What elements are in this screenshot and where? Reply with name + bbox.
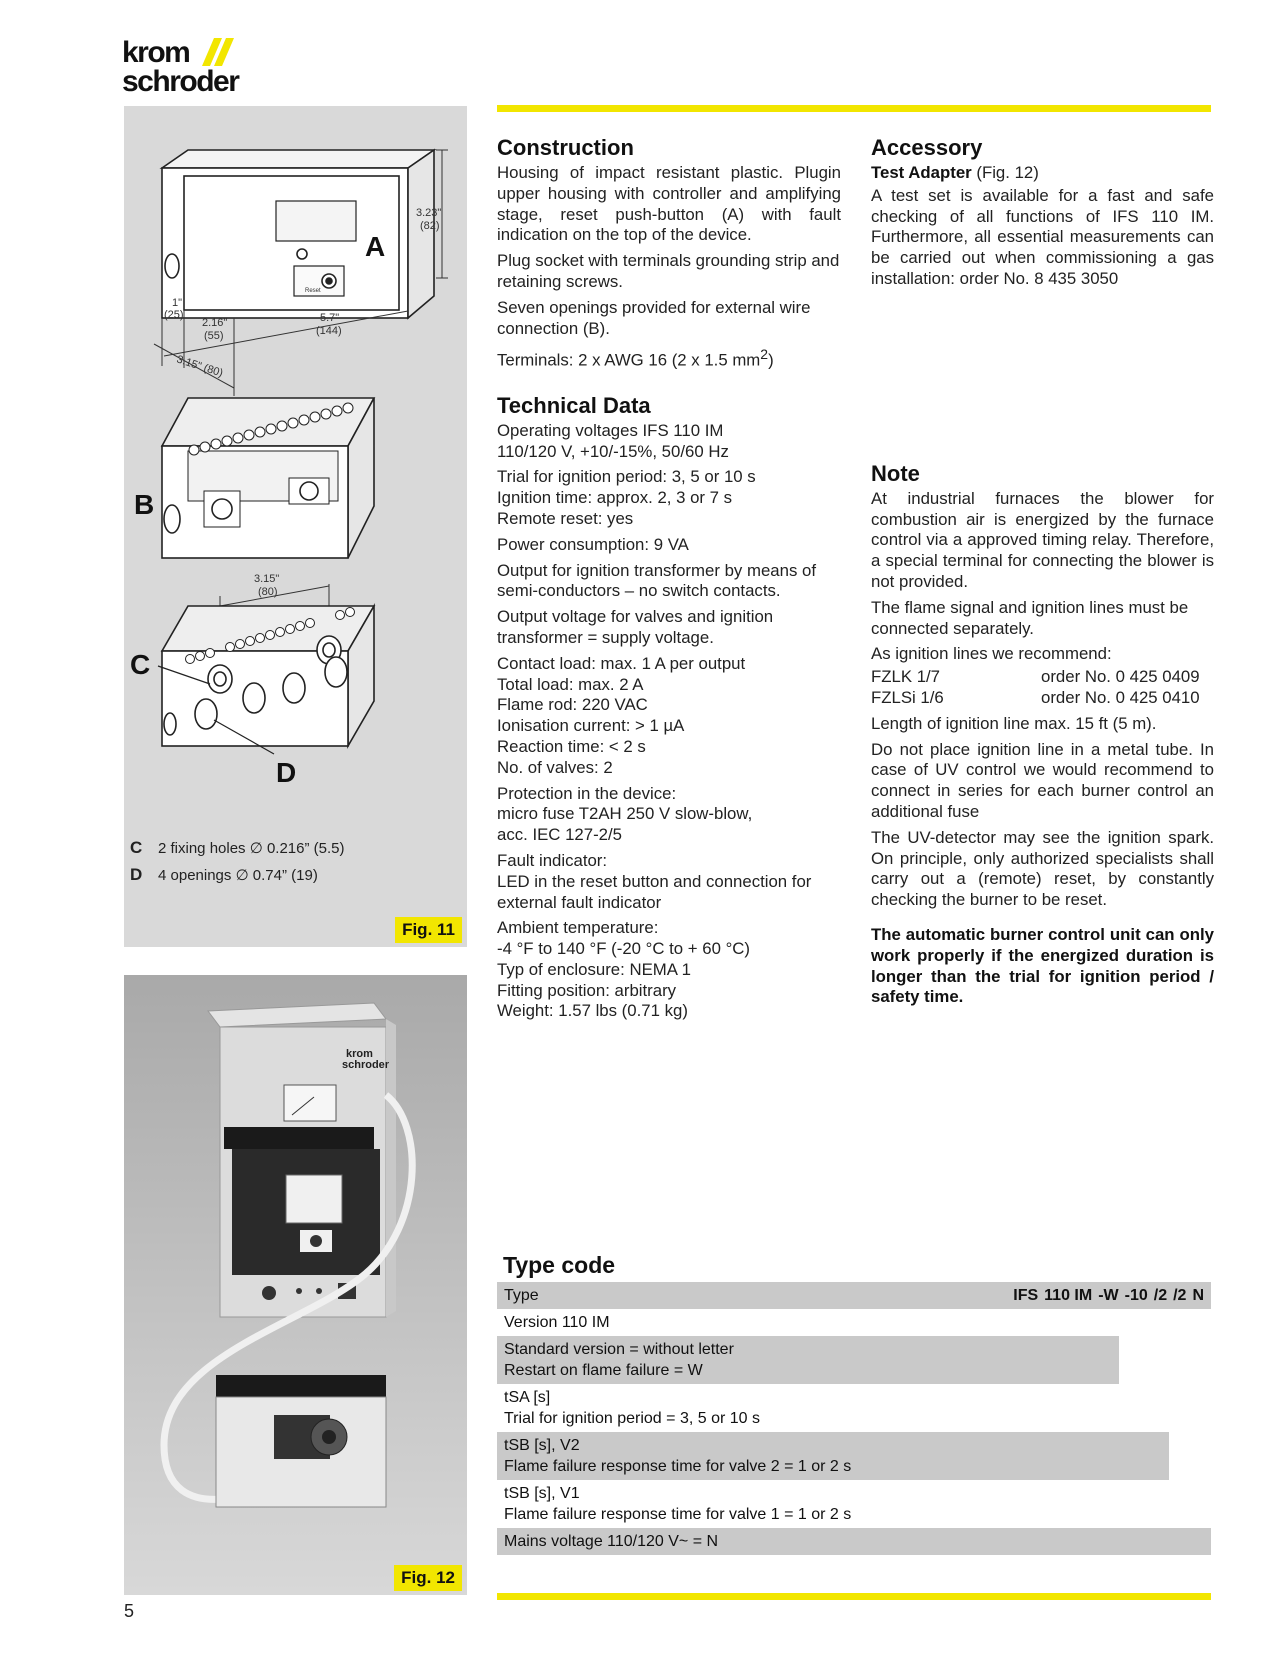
type-code-row (497, 1309, 1095, 1336)
technical-line: Fault indicator: (497, 850, 608, 870)
type-code-row (497, 1480, 1191, 1528)
technical-group (497, 607, 841, 649)
type-code-row (497, 1528, 1211, 1555)
note-paragraph: Length of ignition line max. 15 ft (5 m). (871, 713, 1157, 733)
type-code-part: 110 IM (1044, 1287, 1093, 1304)
technical-line: Protection in the device: (497, 783, 677, 803)
figure-11 (124, 106, 467, 947)
type-code-line: tSB [s], V2 (504, 1437, 580, 1454)
dim-d1-mm: (25) (164, 309, 184, 321)
label-c: C (130, 649, 151, 680)
label-b: B (134, 489, 155, 520)
dim-d5-mm: (80) (258, 586, 278, 598)
dim-d4: 3.15" (80) (175, 353, 225, 380)
page-number: 5 (124, 1601, 135, 1621)
technical-group (497, 421, 841, 463)
type-code-section (497, 1252, 1211, 1555)
type-code-part: N (1192, 1287, 1204, 1304)
technical-line: Ionisation current: > 1 µA (497, 716, 685, 736)
technical-line: Power consumption: 9 VA (497, 534, 689, 554)
hole-text: 4 openings ∅ 0.74” (19) (158, 867, 318, 884)
type-code-line: tSB [s], V1 (504, 1485, 580, 1502)
technical-group (497, 561, 841, 603)
technical-line: 110/120 V, +10/-15%, 50/60 Hz (497, 441, 729, 461)
type-code-line: Version 110 IM (504, 1314, 610, 1331)
hole-letter: D (130, 865, 143, 884)
fig-12-label: Fig. 12 (394, 1565, 462, 1591)
label-a: A (365, 231, 386, 262)
dim-d1-in: 1" (172, 297, 183, 309)
type-code-row (497, 1432, 1169, 1480)
fig-11-label: Fig. 11 (395, 917, 462, 943)
technical-line: Ignition time: approx. 2, 3 or 7 s (497, 488, 733, 508)
note-paragraph: At industrial furnaces the blower for combustion air is energized by the furnace control via a approved timing relay. Therefore, a special terminal for connecting the blower is not provided. (871, 488, 1214, 591)
technical-line: -4 °F to 140 °F (-20 °C to + 60 °C) (497, 939, 751, 959)
logo-line-1: krom (122, 36, 190, 69)
type-code-row (497, 1336, 1119, 1384)
type-code-heading: Type code (503, 1252, 616, 1278)
technical-line: LED in the reset button and connection for external fault indicator (497, 871, 812, 912)
hole-legend (130, 835, 345, 889)
logo-line-2: schroder (122, 65, 239, 98)
technical-group (497, 784, 841, 846)
dim-d3-in: 5.7" (320, 312, 340, 324)
hole-legend-row (130, 835, 345, 862)
type-code-line: Trial for ignition period = 3, 5 or 10 s (504, 1410, 760, 1427)
construction-terminals (497, 344, 841, 371)
accessory-subtitle-text: Test Adapter (871, 163, 972, 182)
construction-paragraph: Plug socket with terminals grounding strip and retaining screws. (497, 251, 840, 291)
note-paragraph: The UV-detector may see the ignition spark. On principle, only authorized specialists shall carry out a (remote) reset, by constantly checking the burner to be reset. (871, 827, 1214, 910)
note-paragraph: Do not place ignition line in a metal tube. In case of UV control we would recommend to connect in series for each burner control an additional fuse (871, 739, 1214, 821)
construction-paragraph: Housing of impact resistant plastic. Plugin upper housing with controller and amplifying stage, reset push-button (A) with fault indication on the top of the device. (497, 163, 841, 245)
technical-line: acc. IEC 127-2/5 (497, 825, 622, 845)
technical-heading: Technical Data (497, 392, 651, 418)
type-code-line: Standard version = without letter (504, 1341, 734, 1358)
type-code-part: -W (1098, 1287, 1119, 1304)
terminals-close: ) (768, 350, 774, 370)
order-name: FZLSi 1/6 (871, 687, 944, 707)
note-warning: The automatic burner control unit can only work properly if the energized duration is longer than the trial for ignition period / safety time. (871, 924, 1214, 1007)
type-code-line: tSA [s] (504, 1389, 551, 1406)
dim-height-mm: (82) (420, 220, 440, 232)
logo (122, 38, 238, 96)
technical-line: Ambient temperature: (497, 918, 659, 938)
figure-12 (124, 975, 467, 1595)
right-column (871, 134, 1214, 1013)
accessory-heading: Accessory (871, 135, 983, 160)
label-d: D (276, 757, 297, 788)
technical-line: Output voltage for valves and ignition transformer = supply voltage. (497, 607, 774, 647)
note-paragraph: As ignition lines we recommend: (871, 644, 1112, 664)
top-divider (497, 105, 1211, 112)
dim-d5-in: 3.15" (254, 573, 280, 585)
technical-line: Reaction time: < 2 s (497, 736, 646, 756)
dim-d2-mm: (55) (204, 330, 224, 342)
type-code-row (497, 1384, 1145, 1432)
type-code-header-row (497, 1282, 1211, 1309)
order-number: order No. 0 425 0409 (1041, 667, 1200, 687)
device-reset-text: Reset (305, 288, 321, 294)
device-drawings (124, 106, 467, 947)
order-name: FZLK 1/7 (871, 667, 941, 687)
type-code-part: IFS (1013, 1287, 1039, 1304)
technical-line: Typ of enclosure: NEMA 1 (497, 959, 692, 979)
technical-line: Trial for ignition period: 3, 5 or 10 s (497, 467, 756, 487)
construction-heading: Construction (497, 135, 634, 160)
technical-line: Contact load: max. 1 A per output (497, 653, 746, 673)
construction-paragraph: Seven openings provided for external wire connection (B). (497, 297, 811, 338)
order-list (871, 667, 1214, 709)
type-code-values (1007, 1285, 1204, 1306)
bottom-divider (497, 1593, 1211, 1600)
accessory-subtitle (871, 163, 1214, 184)
note-paragraph: The flame signal and ignition lines must be connected separately. (871, 597, 1189, 638)
technical-line: micro fuse T2AH 250 V slow-blow, (497, 804, 753, 824)
technical-list (497, 421, 841, 1023)
accessory-subtitle-ref: (Fig. 12) (971, 163, 1039, 182)
technical-line: Weight: 1.57 lbs (0.71 kg) (497, 1001, 688, 1021)
type-code-line: Mains voltage 110/120 V~ = N (504, 1533, 719, 1550)
type-code-line: Restart on flame failure = W (504, 1362, 703, 1379)
technical-line: Total load: max. 2 A (497, 674, 644, 694)
type-code-line: Flame failure response time for valve 1 = 1 or 2 s (504, 1506, 852, 1523)
technical-group (497, 918, 841, 1022)
type-code-part: /2 (1153, 1287, 1168, 1304)
technical-line: Output for ignition transformer by means of semi-conductors – no switch contacts. (497, 560, 816, 601)
photo-logo-line-2: schroder (342, 1059, 390, 1071)
type-code-line: Flame failure response time for valve 2 = 1 or 2 s (504, 1458, 852, 1475)
type-code-part: /2 (1173, 1287, 1187, 1304)
hole-letter: C (130, 838, 143, 857)
hole-legend-row (130, 862, 345, 889)
technical-line: Fitting position: arbitrary (497, 980, 677, 1000)
order-row (871, 688, 1214, 709)
terminals-superscript: 2 (760, 346, 769, 363)
technical-group (497, 654, 841, 779)
type-code-part: -10 (1124, 1287, 1148, 1304)
test-adapter-photo (124, 975, 467, 1595)
dim-height-in: 3.23" (416, 207, 442, 219)
order-number: order No. 0 425 0410 (1041, 687, 1200, 707)
logo-slash-icon (200, 36, 240, 68)
technical-line: Remote reset: yes (497, 508, 634, 528)
technical-group (497, 467, 841, 529)
accessory-text: A test set is available for a fast and safe checking of all functions of IFS 110 IM. Furthermore, all essential measurements can be carried out when commissioning a gas installation: order No. 8 435 3050 (871, 185, 1214, 288)
technical-line: Flame rod: 220 VAC (497, 695, 648, 715)
dim-d3-mm: (144) (316, 325, 342, 337)
hole-text: 2 fixing holes ∅ 0.216” (5.5) (158, 840, 345, 857)
photo-logo-line-1: krom (346, 1048, 373, 1060)
dim-d2-in: 2.16" (202, 317, 228, 329)
note-heading: Note (871, 460, 920, 486)
type-label: Type (504, 1287, 539, 1304)
left-column (497, 134, 841, 1027)
technical-line: Operating voltages IFS 110 IM (497, 420, 724, 440)
technical-group (497, 535, 841, 556)
order-row (871, 667, 1214, 688)
terminals-text: Terminals: 2 x AWG 16 (2 x 1.5 mm (497, 350, 761, 370)
technical-group (497, 851, 841, 913)
technical-line: No. of valves: 2 (497, 757, 613, 777)
